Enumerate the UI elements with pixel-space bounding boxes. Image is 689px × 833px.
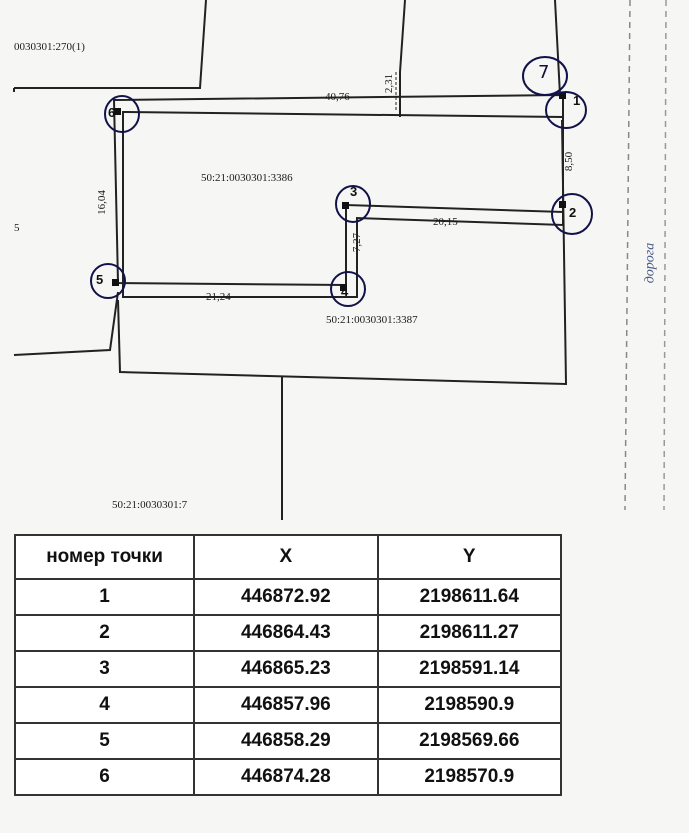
table-row [15, 615, 561, 651]
table-row [15, 579, 561, 615]
cell-x: 446874.28 [194, 759, 377, 795]
cell-point: 4 [15, 687, 194, 723]
table-header-row [15, 535, 561, 579]
adjacent-parcel-outline [118, 120, 566, 384]
cell-y: 2198570.9 [378, 759, 561, 795]
table-row [15, 759, 561, 795]
cell-x: 446857.96 [194, 687, 377, 723]
cell-y: 2198611.27 [378, 615, 561, 651]
table-row [15, 651, 561, 687]
point-label-6: 6 [108, 105, 116, 120]
distance-4-5: 21,24 [206, 291, 231, 303]
neighbor-boundaries [14, 0, 560, 520]
cell-x: 446864.43 [194, 615, 377, 651]
point-label-2: 2 [569, 205, 577, 220]
cell-y: 2198611.64 [378, 579, 561, 615]
distance-top: 2,31 [383, 73, 396, 94]
handwritten-mark: 7 [538, 62, 550, 83]
parcel-label-3386: 50:21:0030301:3386 [201, 172, 293, 184]
distance-5-6: 16,04 [95, 190, 108, 215]
cell-point: 5 [15, 723, 194, 759]
parcel-label-270: 0030301:270(1) [14, 41, 85, 53]
cell-point: 6 [15, 759, 194, 795]
table-row [15, 723, 561, 759]
road-boundary-2 [664, 0, 666, 510]
cell-y: 2198569.66 [378, 723, 561, 759]
road-boundary [625, 0, 630, 510]
point-label-1: 1 [573, 93, 581, 108]
distance-6-1: 40,76 [325, 91, 350, 103]
distance-2-3: 20,15 [433, 216, 458, 228]
point-markers [112, 92, 566, 291]
cell-y: 2198591.14 [378, 651, 561, 687]
header-point-number: номер точки [15, 535, 194, 579]
cell-point: 2 [15, 615, 194, 651]
point-label-3: 3 [350, 184, 358, 199]
table-row [15, 687, 561, 723]
cell-x: 446858.29 [194, 723, 377, 759]
header-x: X [194, 535, 377, 579]
distance-1-2: 8,50 [563, 151, 576, 172]
point-label-4: 4 [341, 284, 349, 299]
header-y: Y [378, 535, 561, 579]
cell-point: 1 [15, 579, 194, 615]
parcel-label-edge: 5 [14, 222, 20, 234]
coordinates-table [14, 534, 562, 796]
cell-point: 3 [15, 651, 194, 687]
parcel-label-7: 50:21:0030301:7 [112, 499, 188, 511]
road-label: дорога [642, 242, 658, 284]
cell-x: 446865.23 [194, 651, 377, 687]
cell-y: 2198590.9 [378, 687, 561, 723]
distance-3-4: 7,27 [351, 232, 364, 253]
parcel-label-3387: 50:21:0030301:3387 [326, 314, 418, 326]
point-label-5: 5 [96, 272, 104, 287]
cell-x: 446872.92 [194, 579, 377, 615]
